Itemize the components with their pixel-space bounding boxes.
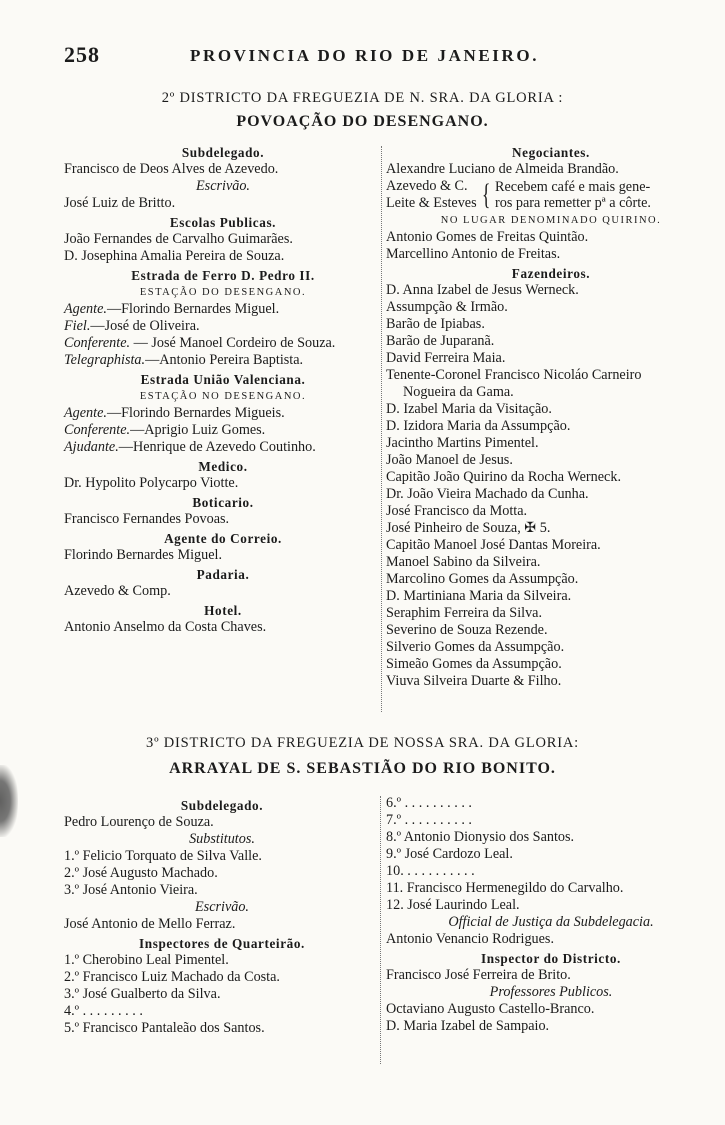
escrivao-heading: Escrivão. (195, 899, 249, 915)
fazendeiro-entry: Barão de Juparanã. (386, 333, 495, 349)
inspector-districto-heading: Inspector do Districto. (481, 951, 621, 966)
professor-entry: D. Maria Izabel de Sampaio. (386, 1018, 550, 1034)
fazendeiro-entry: Capitão João Quirino da Rocha Werneck. (386, 469, 621, 485)
professores-heading: Professores Publicos. (489, 984, 613, 1000)
fazendeiro-entry: Capitão Manoel José Dantas Moreira. (386, 537, 601, 553)
substitutos-heading: Substitutos. (189, 831, 255, 847)
page-header (64, 42, 607, 70)
fazendeiro-entry: Manoel Sabino da Silveira. (386, 554, 541, 570)
staff-entry: Conferente. — José Manoel Cordeiro de Souza. (64, 335, 336, 351)
staff-entry: Telegraphista.—Antonio Pereira Baptista. (64, 352, 304, 368)
inspectores-heading: Inspectores de Quarteirão. (139, 936, 305, 951)
inspector-entry: 3.º José Gualberto da Silva. (64, 986, 221, 1002)
fazendeiro-entry: José Pinheiro de Souza, ✠ 5. (386, 520, 551, 536)
section2-left-column (64, 795, 380, 1037)
section2-right-column (386, 795, 716, 1035)
fazendeiro-entry: Simeão Gomes da Assumpção. (386, 656, 562, 672)
hotel-name: Antonio Anselmo da Costa Chaves. (64, 619, 267, 635)
subdelegado-heading: Subdelegado. (181, 145, 265, 160)
running-title: PROVINCIA DO RIO DE JANEIRO. (190, 46, 540, 65)
fazendeiro-entry: Jacintho Martins Pimentel. (386, 435, 539, 451)
section2-district-title: 3º DISTRICTO DA FREGUEZIA DE NOSSA SRA. DA GLORIA: (146, 735, 579, 751)
fazendeiro-entry: Tenente-Coronel Francisco Nicoláo Carneiro (386, 367, 642, 383)
negociantes-heading: Negociantes. (512, 145, 590, 160)
quirino-heading: NO LUGAR DENOMINADO QUIRINO. (440, 215, 662, 226)
estrada-uniao-heading: Estrada União Valenciana. (140, 372, 306, 387)
official-heading: Official de Justiça da Subdelegacia. (448, 914, 654, 930)
staff-entry: Fiel.—José de Oliveira. (64, 318, 200, 334)
escola-entry: João Fernandes de Carvalho Guimarães. (64, 231, 293, 247)
correio-name: Florindo Bernardes Miguel. (64, 547, 223, 563)
negociante-entry: Azevedo & C. (386, 178, 468, 194)
page-number: 258 (64, 42, 100, 67)
inspector-entry: 7.º . . . . . . . . . . (386, 812, 472, 828)
fazendeiro-entry: Barão de Ipiabas. (386, 316, 485, 332)
staff-entry: Agente.—Florindo Bernardes Migueis. (64, 405, 285, 421)
medico-heading: Medico. (198, 459, 248, 474)
substituto-entry: 3.º José Antonio Vieira. (64, 882, 198, 898)
staff-entry: Ajudante.—Henrique de Azevedo Coutinho. (64, 439, 316, 455)
substituto-entry: 1.º Felicio Torquato de Silva Valle. (64, 848, 262, 864)
boticario-heading: Boticario. (192, 495, 254, 510)
fazendeiro-entry-continued: Nogueira da Gama. (403, 384, 514, 400)
correio-heading: Agente do Correio. (164, 531, 282, 546)
staff-entry: Conferente.—Aprigio Luiz Gomes. (64, 422, 266, 438)
negociantes-braced-group (386, 178, 716, 212)
fazendeiro-entry: David Ferreira Maia. (386, 350, 506, 366)
fazendeiro-entry: Silverio Gomes da Assumpção. (386, 639, 565, 655)
brace-note-line: ros para remetter pª a côrte. (495, 195, 651, 211)
fazendeiro-entry: Dr. João Vieira Machado da Cunha. (386, 486, 589, 502)
column-divider (381, 146, 382, 712)
official-name: Antonio Venancio Rodrigues. (386, 931, 554, 947)
estacao-desengano-heading: ESTAÇÃO DO DESENGANO. (139, 287, 307, 298)
inspector-entry: 6.º . . . . . . . . . . (386, 795, 472, 811)
substituto-entry: 2.º José Augusto Machado. (64, 865, 218, 881)
escrivao-name: José Antonio de Mello Ferraz. (64, 916, 236, 932)
subdelegado-name: Francisco de Deos Alves de Azevedo. (64, 161, 279, 177)
inspector-entry: 10. . . . . . . . . . . (386, 863, 475, 879)
brace-symbol: { (481, 178, 491, 211)
inspector-entry: 11. Francisco Hermenegildo do Carvalho. (386, 880, 624, 896)
subdelegado-name: Pedro Lourenço de Souza. (64, 814, 214, 830)
fazendeiro-entry: D. Izabel Maria da Visitação. (386, 401, 552, 417)
negociante-entry: Leite & Esteves (386, 195, 477, 211)
escrivao-name: José Luiz de Britto. (64, 195, 176, 211)
section1-left-column (64, 142, 382, 636)
inspector-entry: 8.º Antonio Dionysio dos Santos. (386, 829, 575, 845)
fazendeiro-entry: D. Izidora Maria da Assumpção. (386, 418, 571, 434)
estacao-no-desengano-heading: ESTAÇÃO NO DESENGANO. (139, 391, 307, 402)
fazendeiro-entry: D. Anna Izabel de Jesus Werneck. (386, 282, 579, 298)
padaria-heading: Padaria. (196, 567, 250, 582)
padaria-name: Azevedo & Comp. (64, 583, 171, 599)
boticario-name: Francisco Fernandes Povoas. (64, 511, 230, 527)
negociante-entry: Alexandre Luciano de Almeida Brandão. (386, 161, 619, 177)
fazendeiro-entry: Severino de Souza Rezende. (386, 622, 548, 638)
column-divider (380, 796, 381, 1064)
inspector-entry: 5.º Francisco Pantaleão dos Santos. (64, 1020, 265, 1036)
inspector-entry: 2.º Francisco Luiz Machado da Costa. (64, 969, 280, 985)
medico-name: Dr. Hypolito Polycarpo Viotte. (64, 475, 239, 491)
inspector-entry: 12. José Laurindo Leal. (386, 897, 520, 913)
estrada-pedro-heading: Estrada de Ferro D. Pedro II. (131, 268, 315, 283)
brace-note-line: Recebem café e mais gene- (495, 179, 651, 195)
fazendeiro-entry: João Manoel de Jesus. (386, 452, 513, 468)
inspector-entry: 4.º . . . . . . . . . (64, 1003, 143, 1019)
staff-entry: Agente.—Florindo Bernardes Miguel. (64, 301, 280, 317)
escolas-heading: Escolas Publicas. (169, 215, 277, 230)
fazendeiro-entry: Assumpção & Irmão. (386, 299, 508, 315)
fazendeiro-entry: Seraphim Ferreira da Silva. (386, 605, 543, 621)
quirino-entry: Marcellino Antonio de Freitas. (386, 246, 561, 262)
escrivao-heading: Escrivão. (196, 178, 250, 194)
escola-entry: D. Josephina Amalia Pereira de Souza. (64, 248, 285, 264)
section1-district-title: 2º DISTRICTO DA FREGUEZIA DE N. SRA. DA GLORIA : (161, 90, 564, 106)
quirino-entry: Antonio Gomes de Freitas Quintão. (386, 229, 589, 245)
subdelegado-heading: Subdelegado. (180, 798, 264, 813)
section1-place-title: POVOAÇÃO DO DESENGANO. (236, 113, 489, 130)
inspector-entry: 1.º Cherobino Leal Pimentel. (64, 952, 229, 968)
hotel-heading: Hotel. (204, 603, 242, 618)
inspector-entry: 9.º José Cardozo Leal. (386, 846, 513, 862)
professor-entry: Octaviano Augusto Castello-Branco. (386, 1001, 595, 1017)
fazendeiro-entry: Viuva Silveira Duarte & Filho. (386, 673, 562, 689)
section1-right-column (386, 142, 716, 690)
fazendeiro-entry: Marcolino Gomes da Assumpção. (386, 571, 579, 587)
fazendeiros-heading: Fazendeiros. (511, 266, 591, 281)
section2-place-title: ARRAYAL DE S. SEBASTIÃO DO RIO BONITO. (169, 760, 556, 777)
fazendeiro-entry: D. Martiniana Maria da Silveira. (386, 588, 572, 604)
inspector-districto-name: Francisco José Ferreira de Brito. (386, 967, 571, 983)
fazendeiro-entry: José Francisco da Motta. (386, 503, 528, 519)
